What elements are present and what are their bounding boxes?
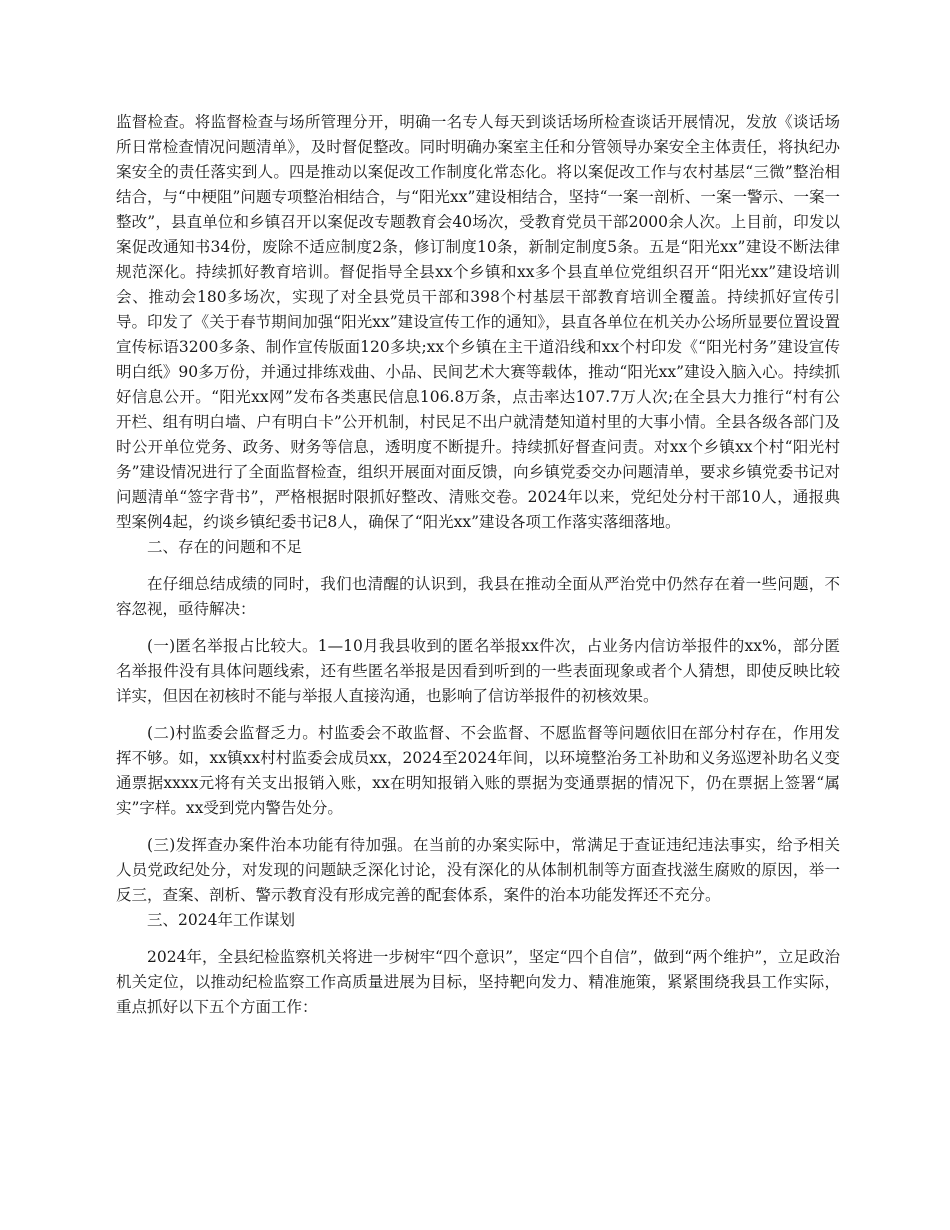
document-page — [116, 110, 840, 1020]
paragraph-problem-2: (二)村监委会监督乏力。村监委会不敢监督、不会监督、不愿监督等问题依旧在部分村存在，作用发挥不够。如，xx镇xx村村监委会成员xx，2024至2024年间，以环境整治务工补助和义务巡逻补助名义变通票据xxxx元将有关支出报销入账，xx在明知报销入账的票据为变通票据的情况下，仍在票据上签署“属实”字样。xx受到党内警告处分。 — [116, 724, 840, 817]
section-heading-plan: 三、2024年工作谋划 — [147, 911, 295, 929]
section-heading-problems: 二、存在的问题和不足 — [147, 538, 303, 556]
paragraph-plan-intro: 2024年，全县纪检监察机关将进一步树牢“四个意识”，坚定“四个自信”，做到“两个维护”，立足政治机关定位，以推动纪检监察工作高质量进展为目标，坚持靶向发力、精准施策，紧紧围绕我县工作实际，重点抓好以下五个方面工作： — [116, 948, 840, 1016]
paragraph-continuation: 监督检查。将监督检查与场所管理分开，明确一名专人每天到谈话场所检查谈话开展情况，发放《谈话场所日常检查情况问题清单》，及时督促整改。同时明确办案室主任和分管领导办案安全主体责任，将执纪办案安全的责任落实到人。四是推动以案促改工作制度化常态化。将以案促改工作与农村基层“三微”整治相结合，与“中梗阻”问题专项整治相结合，与“阳光xx”建设相结合，坚持“一案一剖析、一案一警示、一案一整改”，县直单位和乡镇召开以案促改专题教育会40场次，受教育党员干部2000余人次。上目前，印发以案促改通知书34份，废除不适应制度2条，修订制度10条，新制定制度5条。五是“阳光xx”建设不断法律规范深化。持续抓好教育培训。督促指导全县xx个乡镇和xx多个县直单位党组织召开“阳光xx”建设培训会、推动会180多场次，实现了对全县党员干部和398个村基层干部教育培训全覆盖。持续抓好宣传引导。印发了《关于春节期间加强“阳光xx”建设宣传工作的通知》，县直各单位在机关办公场所显要位置设置宣传标语3200多条、制作宣传版面120多块;xx个乡镇在主干道沿线和xx个村印发《“阳光村务”建设宣传明白纸》90多万份，并通过排练戏曲、小品、民间艺术大赛等载体，推动“阳光xx”建设入脑入心。持续抓好信息公开。“阳光xx网”发布各类惠民信息106.8万条，点击率达107.7万人次;在全县大力推行“村有公开栏、组有明白墙、户有明白卡”公开机制，村民足不出户就清楚知道村里的大事小情。全县各级各部门及时公开单位党务、政务、财务等信息，透明度不断提升。持续抓好督查问责。对xx个乡镇xx个村“阳光村务”建设情况进行了全面监督检查，组织开展面对面反馈，向乡镇党委交办问题清单，要求乡镇党委书记对问题清单“签字背书”，严格根据时限抓好整改、清账交卷。2024年以来，党纪处分村干部10人，通报典型案例4起，约谈乡镇纪委书记8人，确保了“阳光xx”建设各项工作落实落细落地。 — [116, 113, 840, 531]
paragraph-problem-3: (三)发挥查办案件治本功能有待加强。在当前的办案实际中，常满足于查证违纪违法事实，给予相关人员党政纪处分，对发现的问题缺乏深化讨论，没有深化的从体制机制等方面查找滋生腐败的原因，举一反三，查案、剖析、警示教育没有形成完善的配套体系，案件的治本功能发挥还不充分。 — [116, 836, 840, 904]
paragraph-problem-1: (一)匿名举报占比较大。1—10月我县收到的匿名举报xx件次，占业务内信访举报件的xx%，部分匿名举报件没有具体问题线索，还有些匿名举报是因看到听到的一些表面现象或者个人猜想，即使反映比较详实，但因在初核时不能与举报人直接沟通，也影响了信访举报件的初核效果。 — [116, 637, 840, 705]
paragraph-problems-intro: 在仔细总结成绩的同时，我们也清醒的认识到，我县在推动全面从严治党中仍然存在着一些问题，不容忽视，亟待解决： — [116, 575, 840, 618]
